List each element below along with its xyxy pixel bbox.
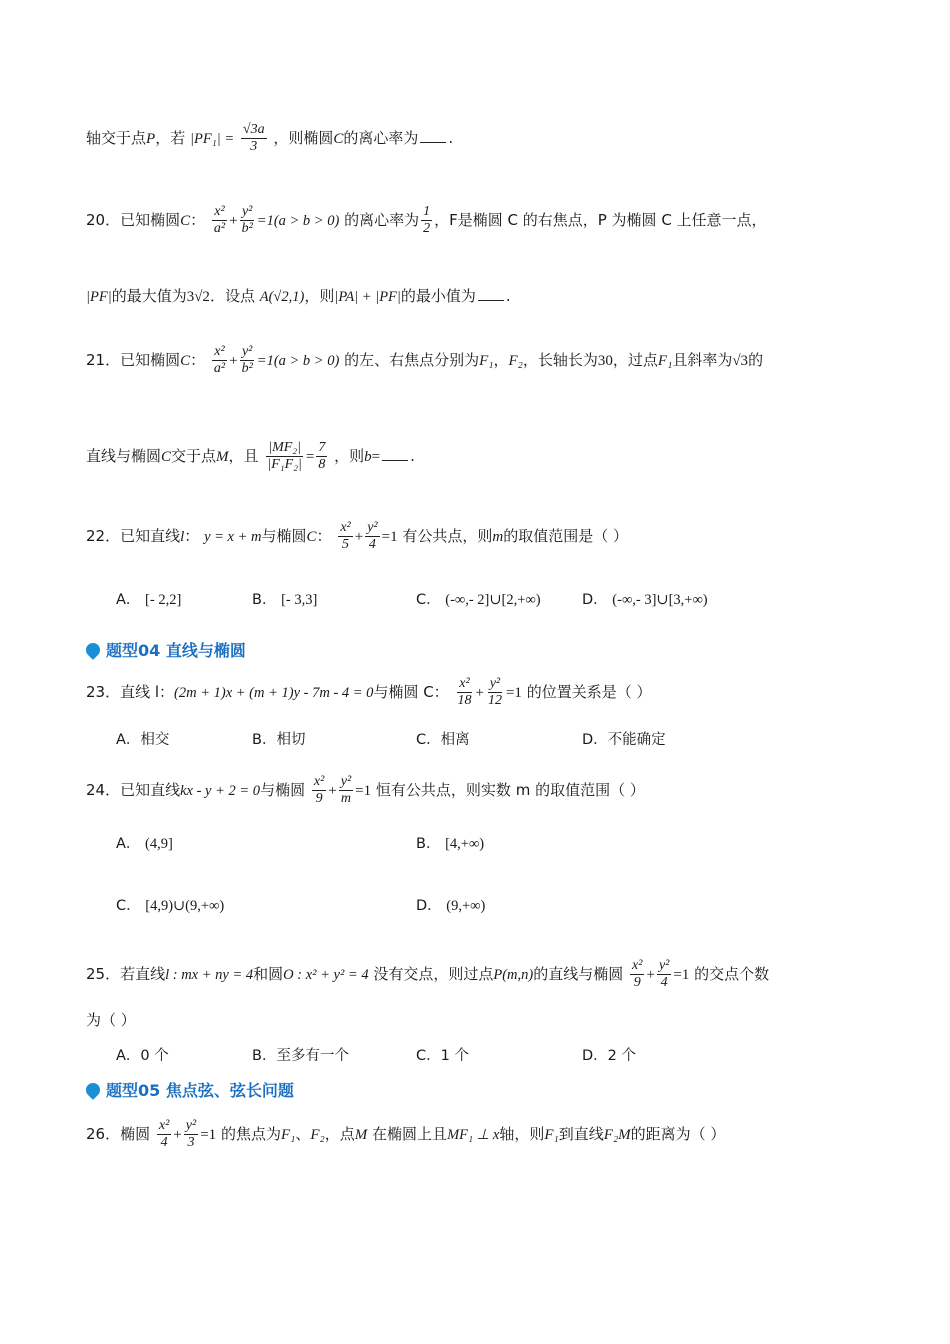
- section-heading-04: 题型 04 直线与椭圆: [86, 638, 246, 661]
- option-c[interactable]: C．1 个: [416, 1048, 469, 1064]
- option-c[interactable]: C． [4,9)∪(9,+∞): [116, 898, 225, 914]
- option-c[interactable]: C． (-∞,- 2]∪[2,+∞): [416, 592, 541, 608]
- answer-blank: [382, 448, 408, 461]
- question-25-line2: 为（ ）: [86, 1011, 136, 1029]
- option-a[interactable]: A． (4,9]: [116, 836, 173, 852]
- option-a[interactable]: A．相交: [116, 732, 170, 748]
- location-pin-icon: [83, 1080, 103, 1100]
- option-a[interactable]: A．0 个: [116, 1048, 169, 1064]
- option-b[interactable]: B． [4,+∞): [416, 836, 485, 852]
- question-23: 23．直线 l：(2m + 1)x + (m + 1)y - 7m - 4 = 0与椭圆 C： $\frac{\text{x²}}{18}$ + $\frac{\text{y²}}{12}$ =1 的位置关系是（ ）: [86, 676, 652, 708]
- question-26: 26．椭圆 $\frac{\text{x²}}{4}$ + $\frac{\text{y²}}{3}$ =1 的焦点为F₁、F₂，点M 在椭圆上且MF₁ ⊥ x轴，则F₁到直线F₂M的距离为（ ）: [86, 1118, 726, 1150]
- question-21: 21．已知椭圆C： $\frac{\text{x²}}{\text{a²}}$ + $\frac{\text{y²}}{\text{b²}}$ =1(a > b > 0) 的左、右焦点分别为F₁，F₂，长轴长为30，过点F₁且斜率为√3的: [86, 344, 764, 376]
- question-21-line2: 直线与椭圆C交于点M，且 $\frac{\text{|MF₂|}}{\text{|F₁F₂|}}$ = $\frac{7}{8}$ ，则b= .: [86, 440, 415, 472]
- question-20: 20．已知椭圆C： $\frac{\text{x²}}{\text{a²}}$ + $\frac{\text{y²}}{\text{b²}}$ =1(a > b > 0) 的离心率为 $\frac{1}{2}$ ，F是椭圆 C 的右焦点，P 为椭圆 C 上任意一点，: [86, 204, 767, 236]
- option-c[interactable]: C．相离: [416, 732, 470, 748]
- option-a[interactable]: A． [- 2,2]: [116, 592, 182, 608]
- option-b[interactable]: B．相切: [252, 732, 306, 748]
- option-d[interactable]: D．不能确定: [582, 732, 666, 748]
- option-b[interactable]: B． [- 3,3]: [252, 592, 318, 608]
- question-20-line2: |PF|的最大值为3√2．设点 A(√2,1)，则|PA| + |PF|的最小值为 .: [86, 287, 511, 305]
- section-heading-05: 题型 05 焦点弦、弦长问题: [86, 1078, 294, 1101]
- question-24: 24．已知直线kx - y + 2 = 0与椭圆 $\frac{\text{x²}}{9}$ + $\frac{\text{y²}}{m}$ =1 恒有公共点，则实数 m 的取值范围（ ）: [86, 774, 645, 806]
- option-d[interactable]: D． (-∞,- 3]∪[3,+∞): [582, 592, 708, 608]
- answer-blank: [478, 288, 504, 301]
- option-d[interactable]: D． (9,+∞): [416, 898, 486, 914]
- option-b[interactable]: B．至多有一个: [252, 1048, 349, 1064]
- question-25: 25．若直线l : mx + ny = 4和圆O : x² + y² = 4 没有交点，则过点P(m,n)的直线与椭圆 $\frac{\text{x²}}{9}$ + $\frac{\text{y²}}{4}$ =1 的交点个数: [86, 958, 770, 990]
- location-pin-icon: [83, 640, 103, 660]
- question-22: 22．已知直线l： y = x + m与椭圆C： $\frac{\text{x²}}{5}$ + $\frac{\text{y²}}{4}$ =1 有公共点，则m的取值范围是（ ）: [86, 520, 629, 552]
- option-d[interactable]: D．2 个: [582, 1048, 637, 1064]
- q19-tail: 轴交于点P，若 |PF₁| = $\frac{√3a}{3}$ ，则椭圆C的离心率为 .: [86, 122, 454, 154]
- answer-blank: [420, 130, 446, 143]
